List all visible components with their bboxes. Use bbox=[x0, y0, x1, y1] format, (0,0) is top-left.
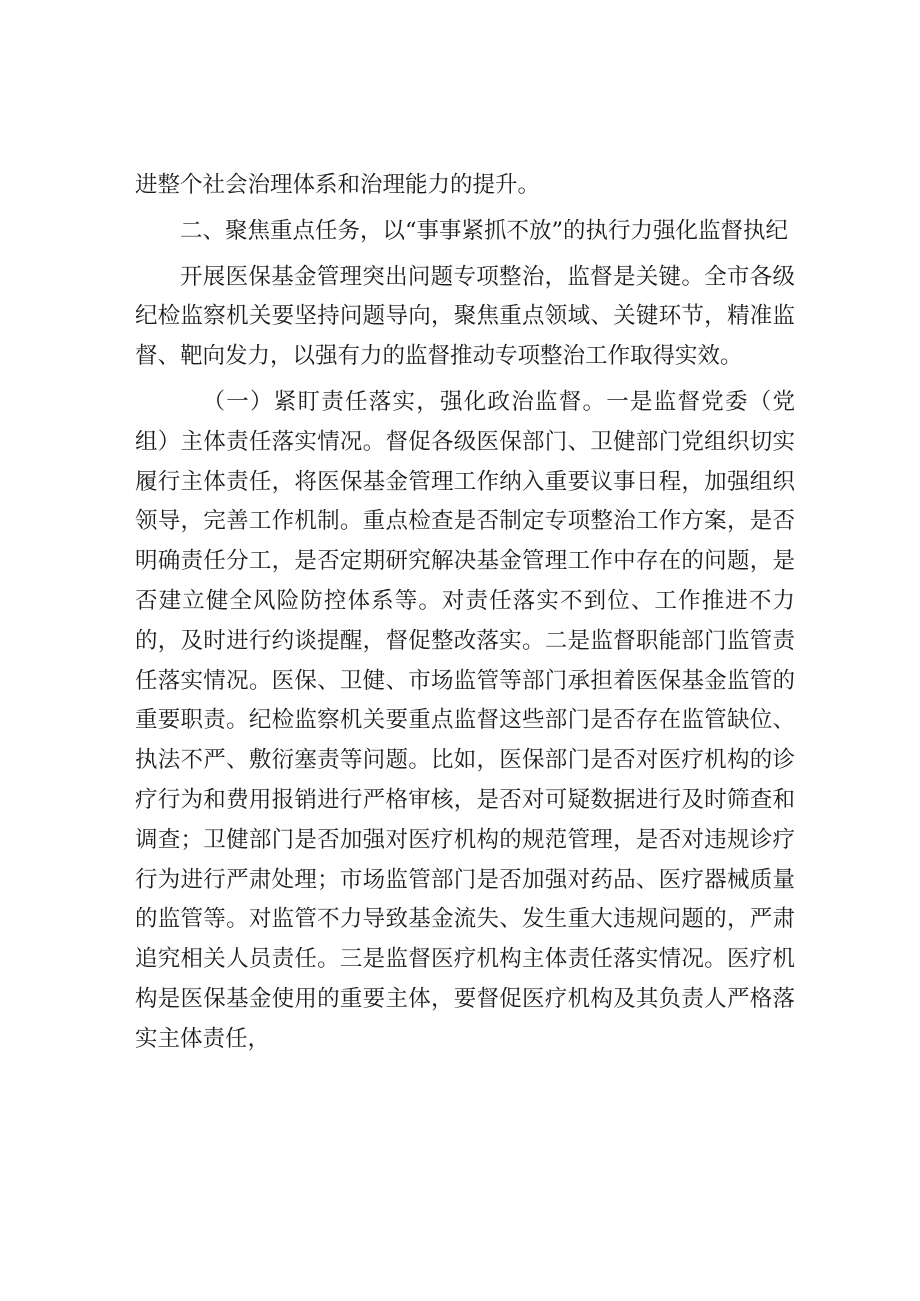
paragraph-intro: 开展医保基金管理突出问题专项整治，监督是关键。全市各级纪检监察机关要坚持问题导向，聚焦重点领域、关键环节，精准监督、靶向发力，以强有力的监督推动专项整治工作取得实效。 bbox=[135, 263, 795, 370]
section-heading: 二、聚焦重点任务，以“事事紧抓不放”的执行力强化监督执纪 bbox=[180, 217, 789, 244]
document-body bbox=[135, 166, 795, 1066]
paragraph-continuation: 进整个社会治理体系和治理能力的提升。 bbox=[135, 172, 541, 198]
paragraph-subsection-one: （一）紧盯责任落实，强化政治监督。一是监督党委（党组）主体责任落实情况。督促各级医保部门、卫健部门党组织切实履行主体责任，将医保基金管理工作纳入重要议事日程，加强组织领导，完善工作机制。重点检查是否制定专项整治工作方案，是否明确责任分工，是否定期研究解决基金管理工作中存在的问题，是否建立健全风险防控体系等。对责任落实不到位、工作推进不力的，及时进行约谈提醒，督促整改落实。二是监督职能部门监管责任落实情况。医保、卫健、市场监管等部门承担着医保基金监管的重要职责。纪检监察机关要重点监督这些部门是否存在监管缺位、执法不严、敷衍塞责等问题。比如，医保部门是否对医疗机构的诊疗行为和费用报销进行严格审核，是否对可疑数据进行及时筛查和调查；卫健部门是否加强对医疗机构的规范管理，是否对违规诊疗行为进行严肃处理；市场监管部门是否加强对药品、医疗器械质量的监管等。对监管不力导致基金流失、发生重大违规问题的，严肃追究相关人员责任。三是监督医疗机构主体责任落实情况。医疗机构是医保基金使用的重要主体，要督促医疗机构及其负责人严格落实主体责任， bbox=[135, 388, 795, 1052]
